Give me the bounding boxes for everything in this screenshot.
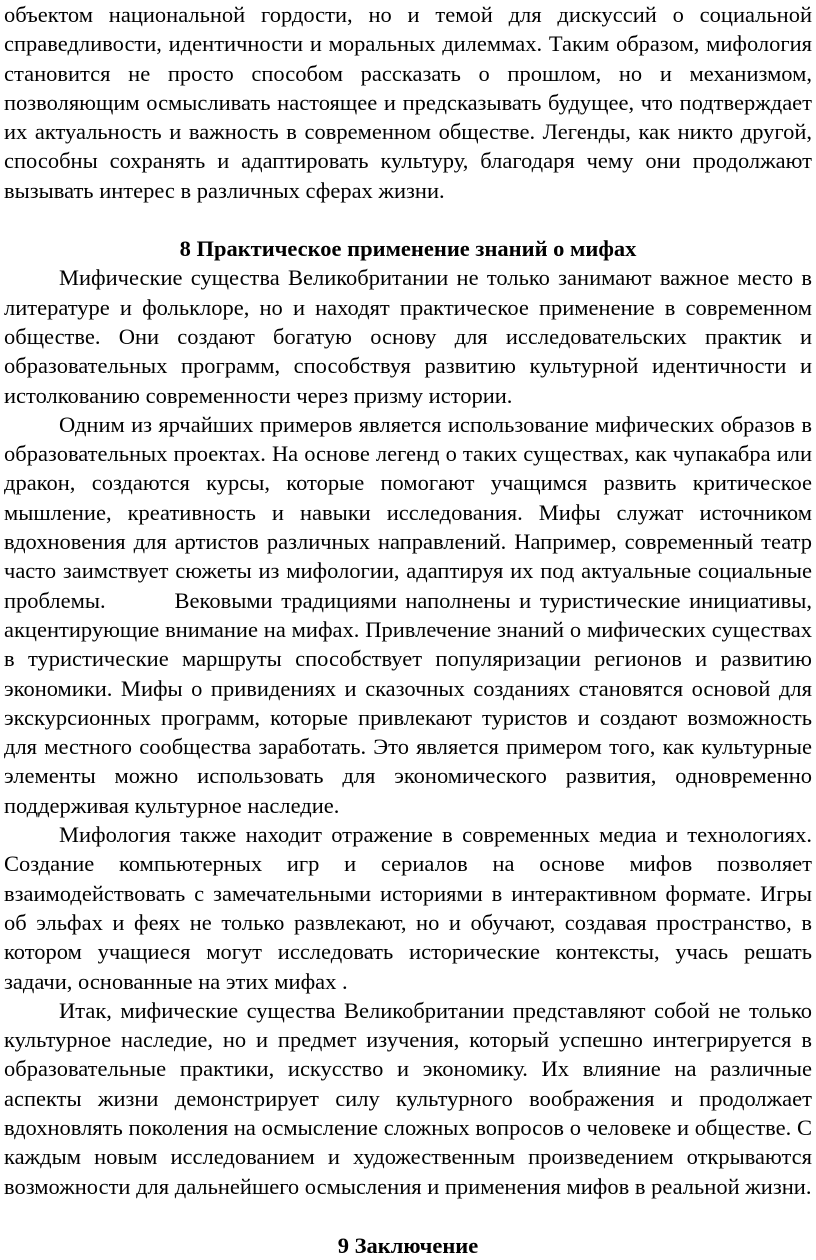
section-8-paragraph-2: Одним из ярчайших примеров является использование мифических образов в образовательных проектах. На основе легенд о таких существах, как чупакабра или дракон, создаются курсы, которые помогают учащимся развить критическое мышление, креативность и навыки исследования. Мифы служат источником вдохновения для артистов различных направлений. Например, современный театр часто заимствует сюжеты из мифологии, адаптируя их под актуальные социальные проблемы. Вековыми традициями наполнены и туристические инициативы, акцентирующие внимание на мифах. Привлечение знаний о мифических существах в туристические маршруты способствует популяризации регионов и развитию экономики. Мифы о привидениях и сказочных созданиях становятся основой для экскурсионных программ, которые привлекают туристов и создают возможность для местного сообщества заработать. Это является примером того, как культурные элементы можно использовать для экономического развития, одновременно поддерживая культурное наследие. xyxy=(4,411,812,818)
section-8-paragraph-4: Итак, мифические существа Великобритании представляют собой не только культурное наследие, но и предмет изучения, который успешно интегрируется в образовательные практики, искусство и экономику. Их влияние на различные аспекты жизни демонстрирует силу культурного воображения и продолжает вдохновлять поколения на осмысление сложных вопросов о человеке и обществе. С каждым новым исследованием и художественным произведением открываются возможности для дальнейшего осмысления и применения мифов в реальной жизни. xyxy=(4,997,812,1199)
intro-paragraph: объектом национальной гордости, но и темой для дискуссий о социальной справедливости, идентичности и моральных дилеммах. Таким образом, мифология становится не просто способом рассказать о прошлом, но и механизмом, позволяющим осмысливать настоящее и предсказывать будущее, что подтверждает их актуальность и важность в современном обществе. Легенды, как никто другой, способны сохранять и адаптировать культуру, благодаря чему они продолжают вызывать интерес в различных сферах жизни. xyxy=(4,2,812,203)
document-page xyxy=(4,0,812,1260)
section-8-paragraph-3: Мифология также находит отражение в современных медиа и технологиях. Создание компьютерных игр и сериалов на основе мифов позволяет взаимодействовать с замечательными историями в интерактивном формате. Игры об эльфах и феях не только развлекают, но и обучают, создавая пространство, в котором учащиеся могут исследовать исторические контексты, учась решать задачи, основанные на этих мифах . xyxy=(4,822,812,994)
section-8-heading: 8 Практическое применение знаний о мифах xyxy=(179,236,637,262)
spacer xyxy=(4,205,812,234)
section-9-heading: 9 Заключение xyxy=(337,1232,479,1258)
spacer xyxy=(4,1201,812,1231)
section-8-paragraph-1: Мифические существа Великобритании не только занимают важное место в литературе и фольклоре, но и находят практическое применение в современном обществе. Они создают богатую основу для исследовательских практик и образовательных программ, способствуя развитию культурной идентичности и истолкованию современности через призму истории. xyxy=(4,265,812,408)
